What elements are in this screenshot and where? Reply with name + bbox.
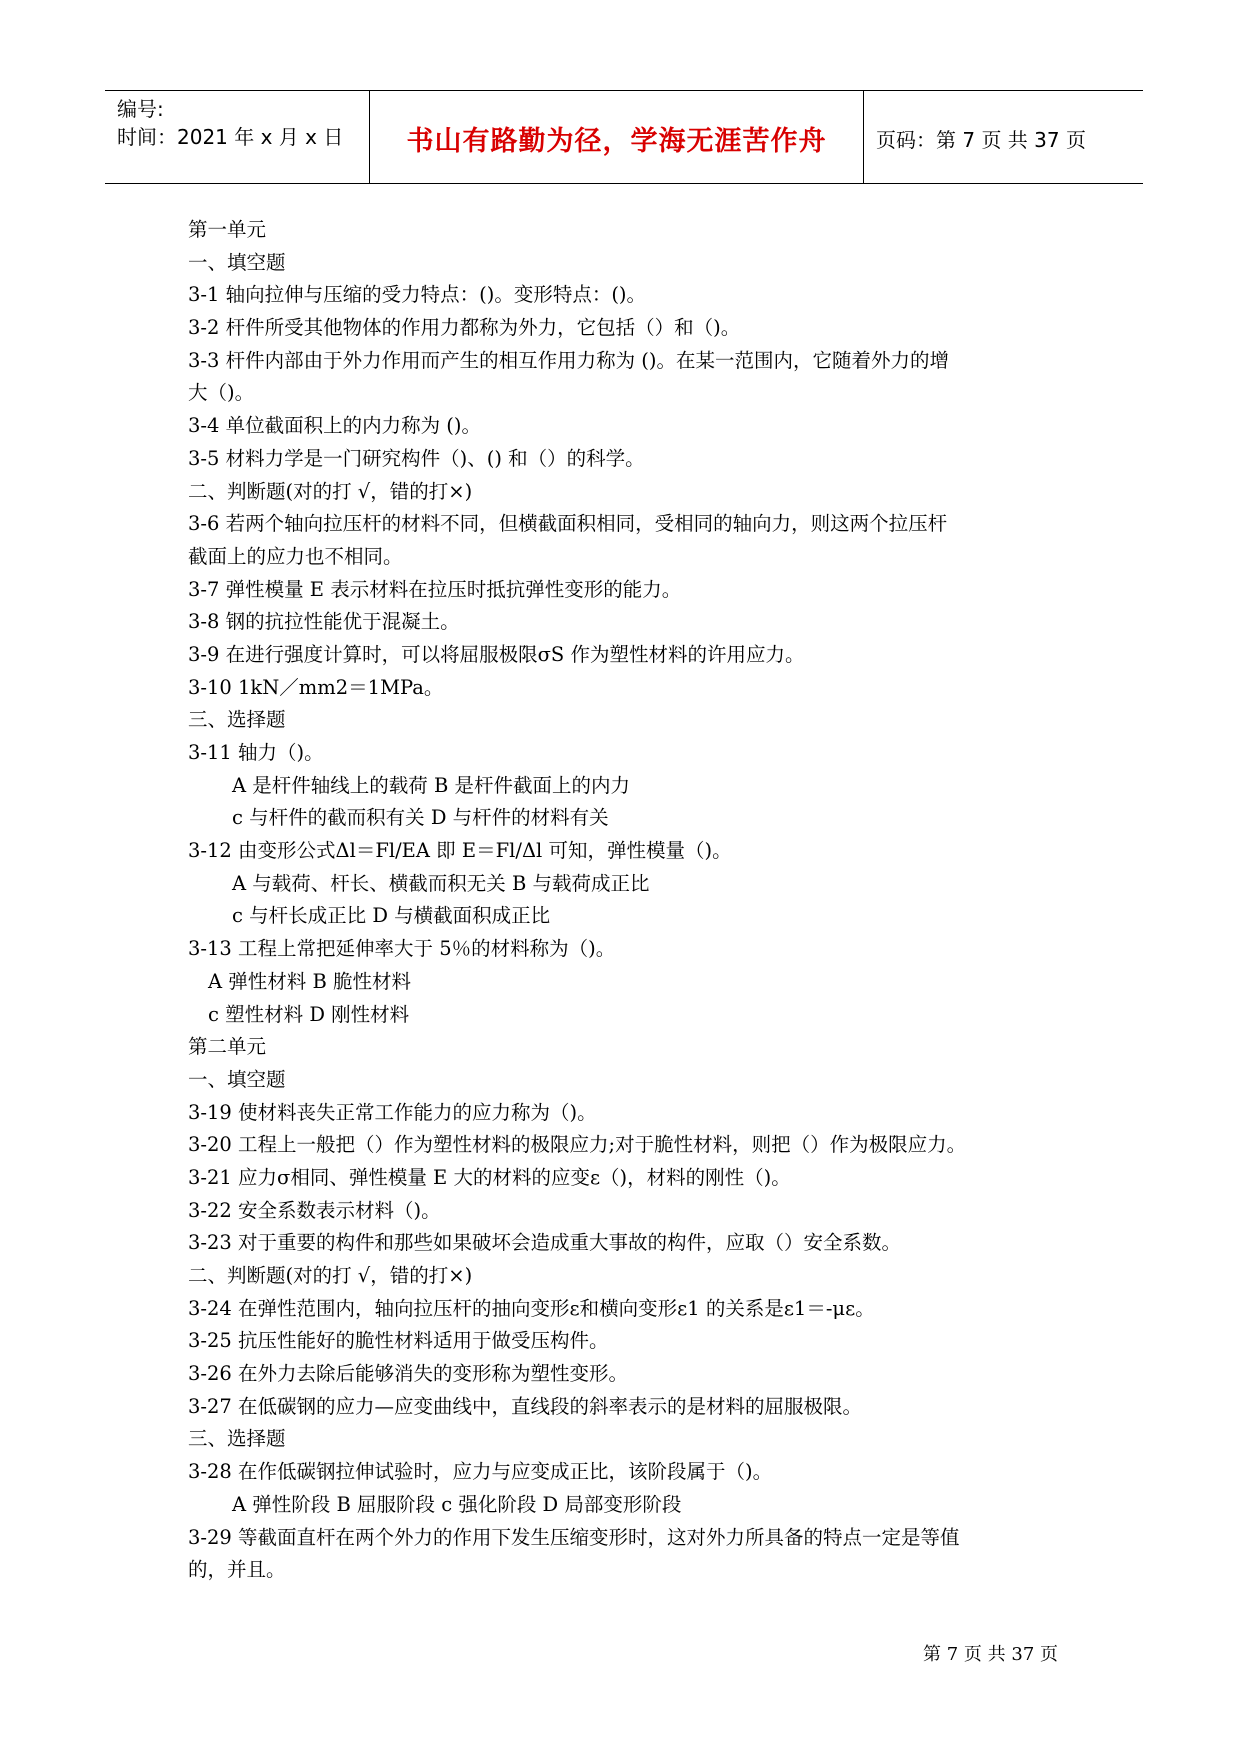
text-line: 3-28 在作低碳钢拉伸试验时，应力与应变成正比，该阶段属于（)。	[188, 1460, 773, 1484]
text-line: A 是杆件轴线上的载荷 B 是杆件截面上的内力	[232, 773, 631, 797]
time-label: 时间：2021 年 x 月 x 日	[117, 125, 344, 149]
header-left-cell	[105, 91, 370, 183]
text-line: 3-25 抗压性能好的脆性材料适用于做受压构件。	[188, 1329, 609, 1353]
text-line: 3-27 在低碳钢的应力—应变曲线中，直线段的斜率表示的是材料的屈服极限。	[188, 1394, 863, 1418]
text-line: 3-12 由变形公式Δl＝Fl/EA 即 E＝Fl/Δl 可知，弹性模量（)。	[188, 839, 732, 863]
text-line: 3-24 在弹性范围内，轴向拉压杆的抽向变形ε和横向变形ε1 的关系是ε1＝-με。	[188, 1296, 875, 1320]
text-line: 3-2 杆件所受其他物体的作用力都称为外力，它包括（）和（)。	[188, 316, 741, 340]
page-info: 页码：第 7 页 共 37 页	[876, 128, 1086, 152]
text-line: 的，并且。	[188, 1558, 286, 1582]
text-line: 3-19 使材料丧失正常工作能力的应力称为（)。	[188, 1100, 597, 1124]
text-line: A 弹性材料 B 脆性材料	[208, 969, 412, 993]
page-header	[105, 90, 1143, 184]
text-line: 3-11 轴力（)。	[188, 741, 324, 764]
text-line: 大（)。	[188, 381, 255, 405]
page-footer: 第 7 页 共 37 页	[923, 1644, 1058, 1665]
text-line: 3-8 钢的抗拉性能优于混凝土。	[188, 610, 460, 634]
text-line: 一、填空题	[188, 1067, 286, 1091]
text-line: 截面上的应力也不相同。	[188, 544, 403, 568]
text-line: 3-13 工程上常把延伸率大于 5％的材料称为（)。	[188, 937, 616, 961]
text-line: A 弹性阶段 B 屈服阶段 c 强化阶段 D 局部变形阶段	[232, 1492, 682, 1516]
text-line: 三、选择题	[188, 1427, 286, 1451]
text-line: 3-3 杆件内部由于外力作用而产生的相互作用力称为 ()。在某一范围内，它随着外力的增	[188, 348, 950, 372]
text-line: 第一单元	[188, 218, 267, 241]
text-line: c 塑性材料 D 刚性材料	[208, 1002, 410, 1026]
text-line: 二、判断题(对的打 √，错的打×)	[188, 479, 473, 503]
text-line: 3-23 对于重要的构件和那些如果破坏会造成重大事故的构件，应取（）安全系数。	[188, 1231, 902, 1255]
text-line: 一、填空题	[188, 250, 286, 274]
text-line: 3-10 1kN／mm2＝1MPa。	[188, 675, 444, 699]
text-line: 二、判断题(对的打 √，错的打×)	[188, 1264, 473, 1287]
text-line: 第二单元	[188, 1035, 267, 1059]
text-line: 3-9 在进行强度计算时，可以将屈服极限σS 作为塑性材料的许用应力。	[188, 642, 805, 666]
text-line: 3-7 弹性模量 E 表示材料在拉压时抵抗弹性变形的能力。	[188, 577, 682, 601]
header-page-cell	[864, 91, 1143, 183]
text-line: 3-4 单位截面积上的内力称为 ()。	[188, 414, 482, 438]
number-label: 编号:	[117, 97, 164, 121]
text-line: 3-29 等截面直杆在两个外力的作用下发生压缩变形时，这对外力所具备的特点一定是等值	[188, 1525, 960, 1549]
text-line: A 与载荷、杆长、横截而积无关 B 与载荷成正比	[232, 871, 650, 895]
document-body	[188, 214, 1068, 1587]
text-line: 3-6 若两个轴向拉压杆的材料不同，但横截面积相同，受相同的轴向力，则这两个拉压杆	[188, 512, 948, 536]
text-line: 3-26 在外力去除后能够消失的变形称为塑性变形。	[188, 1362, 629, 1386]
text-line: 3-22 安全系数表示材料（)。	[188, 1198, 441, 1222]
motto: 书山有路勤为径，学海无涯苦作舟	[406, 126, 827, 157]
text-line: 3-21 应力σ相同、弹性模量 E 大的材料的应变ε（)，材料的刚性（)。	[188, 1165, 791, 1189]
text-line: 3-20 工程上一般把（）作为塑性材料的极限应力;对于脆性材料，则把（）作为极限应力。	[188, 1133, 967, 1157]
header-motto-cell	[370, 91, 864, 183]
text-line: 三、选择题	[188, 708, 286, 732]
text-line: c 与杆件的截而积有关 D 与杆件的材料有关	[232, 806, 609, 830]
text-line: 3-5 材料力学是一门研究构件（)、() 和（）的科学。	[188, 446, 645, 470]
text-line: c 与杆长成正比 D 与横截面积成正比	[232, 904, 551, 928]
text-line: 3-1 轴向拉伸与压缩的受力特点：()。变形特点：()。	[188, 283, 647, 307]
